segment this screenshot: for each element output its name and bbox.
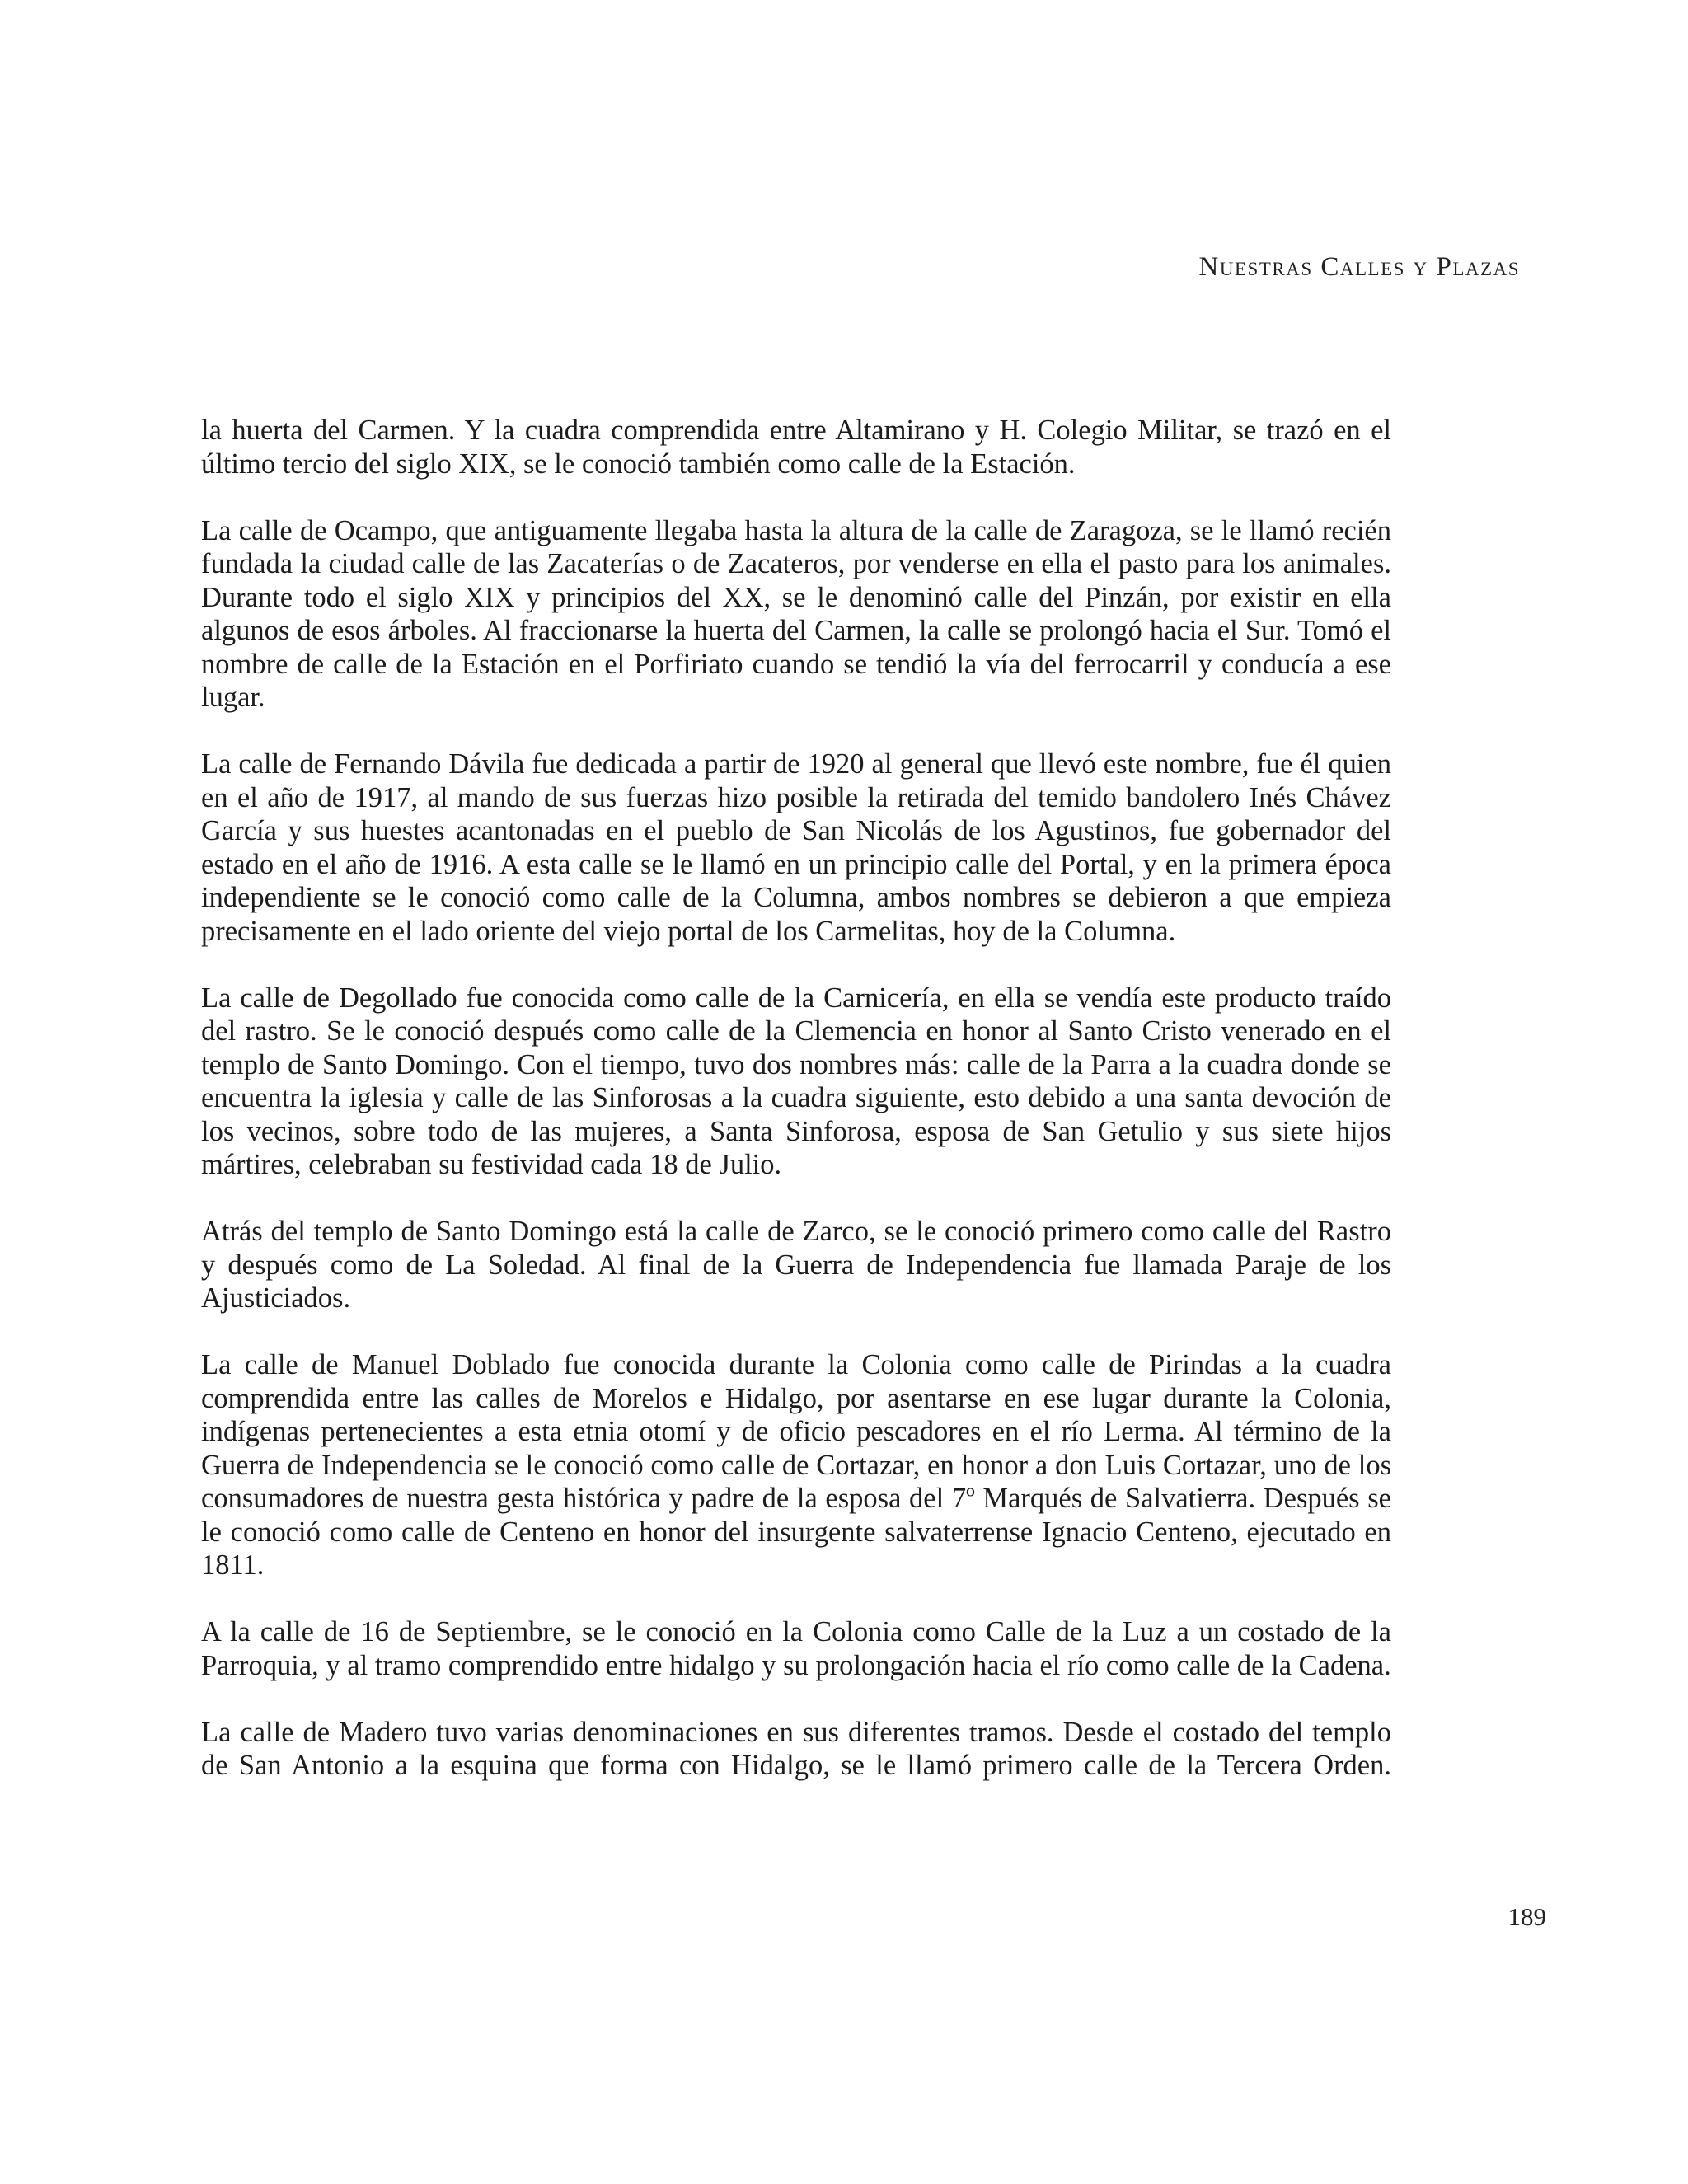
- paragraph-3: La calle de Fernando Dávila fue dedicada a partir de 1920 al general que llevó este nombre, fue él quien en el año de 1917, al mando de sus fuerzas hizo posible la retirada del temido bandolero Inés Chávez García y sus huestes acantonadas en el pueblo de San Nicolás de los Agustinos, fue gobernador del estado en el año de 1916. A esta calle se le llamó en un principio calle del Portal, y en la primera época independiente se le conoció como calle de la Columna, ambos nombres se debieron a que empieza precisamente en el lado oriente del viejo portal de los Carmelitas, hoy de la Columna.: [201, 748, 1391, 947]
- paragraph-4: La calle de Degollado fue conocida como calle de la Carnicería, en ella se vendía este producto traído del rastro. Se le conoció después como calle de la Clemencia en honor al Santo Cristo venerado en el templo de Santo Domingo. Con el tiempo, tuvo dos nombres más: calle de la Parra a la cuadra donde se encuentra la iglesia y calle de las Sinforosas a la cuadra siguiente, esto debido a una santa devoción de los vecinos, sobre todo de las mujeres, a Santa Sinforosa, esposa de San Getulio y sus siete hijos mártires, celebraban su festividad cada 18 de Julio.: [201, 982, 1391, 1180]
- paragraph-1: la huerta del Carmen. Y la cuadra comprendida entre Altamirano y H. Colegio Militar, se trazó en el último tercio del siglo XIX, se le conoció también como calle de la Estación.: [201, 415, 1391, 480]
- running-header: Nuestras Calles y Plazas: [1198, 252, 1520, 282]
- paragraph-8: La calle de Madero tuvo varias denominaciones en sus diferentes tramos. Desde el costado del templo de San Antonio a la esquina que forma con Hidalgo, se le llamó primero calle de la Tercera Orden.: [201, 1716, 1391, 1781]
- page-number: 189: [1507, 1902, 1546, 1931]
- paragraph-6: La calle de Manuel Doblado fue conocida durante la Colonia como calle de Pirindas a la cuadra comprendida entre las calles de Morelos e Hidalgo, por asentarse en ese lugar durante la Colonia, indígenas pertenecientes a esta etnia otomí y de oficio pescadores en el río Lerma. Al término de la Guerra de Independencia se le conoció como calle de Cortazar, en honor a don Luis Cortazar, uno de los consumadores de nuestra gesta histórica y padre de la esposa del 7º Marqués de Salvatierra. Después se le conoció como calle de Centeno en honor del insurgente salvaterrense Ignacio Centeno, ejecutado en 1811.: [201, 1349, 1391, 1581]
- paragraph-5: Atrás del templo de Santo Domingo está la calle de Zarco, se le conoció primero como calle del Rastro y después como de La Soledad. Al final de la Guerra de Independencia fue llamada Paraje de los Ajusticiados.: [201, 1216, 1391, 1314]
- paragraph-7: A la calle de 16 de Septiembre, se le conoció en la Colonia como Calle de la Luz a un costado de la Parroquia, y al tramo comprendido entre hidalgo y su prolongación hacia el río como calle de la Cadena.: [201, 1616, 1391, 1681]
- body-text: [201, 414, 1391, 1783]
- paragraph-2: La calle de Ocampo, que antiguamente llegaba hasta la altura de la calle de Zaragoza, se le llamó recién fundada la ciudad calle de las Zacaterías o de Zacateros, por venderse en ella el pasto para los animales. Durante todo el siglo XIX y principios del XX, se le denominó calle del Pinzán, por existir en ella algunos de esos árboles. Al fraccionarse la huerta del Carmen, la calle se prolongó hacia el Sur. Tomó el nombre de calle de la Estación en el Porfiriato cuando se tendió la vía del ferrocarril y conducía a ese lugar.: [201, 514, 1391, 713]
